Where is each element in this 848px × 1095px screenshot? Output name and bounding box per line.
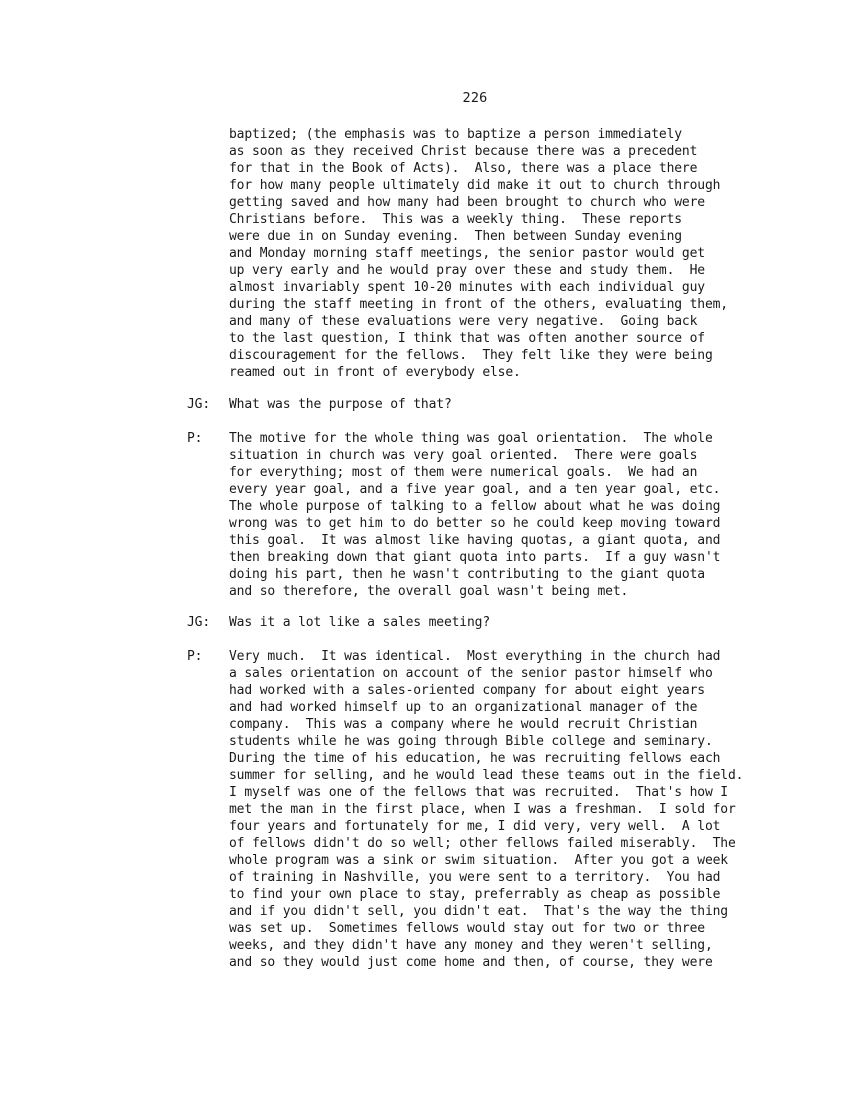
transcript-line: and if you didn't sell, you didn't eat. That's the way the thing	[229, 904, 728, 919]
transcript-line: then breaking down that giant quota into parts. If a guy wasn't	[229, 550, 721, 565]
transcript-line: for everything; most of them were numerical goals. We had an	[229, 465, 698, 480]
transcript-line: What was the purpose of that?	[229, 397, 452, 412]
transcript-line: baptized; (the emphasis was to baptize a person immediately	[229, 127, 682, 142]
transcript-line: for how many people ultimately did make it out to church through	[229, 178, 721, 193]
transcript-line: and so they would just come home and then, of course, they were	[229, 955, 713, 970]
transcript-line: was set up. Sometimes fellows would stay out for two or three	[229, 921, 705, 936]
transcript-line: Christians before. This was a weekly thing. These reports	[229, 212, 682, 227]
transcript-line: of fellows didn't do so well; other fellows failed miserably. The	[229, 836, 736, 851]
transcript-line: to the last question, I think that was often another source of	[229, 331, 705, 346]
transcript-line: getting saved and how many had been brought to church who were	[229, 195, 705, 210]
transcript-line: and Monday morning staff meetings, the senior pastor would get	[229, 246, 705, 261]
transcript-line: Very much. It was identical. Most everything in the church had	[229, 649, 721, 664]
transcript-line: reamed out in front of everybody else.	[229, 365, 521, 380]
transcript-line: as soon as they received Christ because there was a precedent	[229, 144, 698, 159]
transcript-line: company. This was a company where he would recruit Christian	[229, 717, 698, 732]
transcript-line: wrong was to get him to do better so he could keep moving toward	[229, 516, 721, 531]
transcript-line: a sales orientation on account of the senior pastor himself who	[229, 666, 713, 681]
transcript-line: met the man in the first place, when I was a freshman. I sold for	[229, 802, 736, 817]
speaker-label: P:	[187, 431, 203, 446]
speaker-label: JG:	[187, 397, 211, 412]
page-number: 226	[462, 90, 488, 106]
speaker-label: P:	[187, 649, 203, 664]
transcript-line: and so therefore, the overall goal wasn't being met.	[229, 584, 629, 599]
speaker-label: JG:	[187, 615, 211, 630]
transcript-line: almost invariably spent 10-20 minutes with each individual guy	[229, 280, 705, 295]
transcript-line: The motive for the whole thing was goal orientation. The whole	[229, 431, 713, 446]
transcript-line: of training in Nashville, you were sent to a territory. You had	[229, 870, 721, 885]
transcript-line: were due in on Sunday evening. Then between Sunday evening	[229, 229, 682, 244]
transcript-line: During the time of his education, he was recruiting fellows each	[229, 751, 721, 766]
transcript-line: summer for selling, and he would lead these teams out in the field.	[229, 768, 744, 783]
transcript-line: weeks, and they didn't have any money and they weren't selling,	[229, 938, 713, 953]
transcript-line: students while he was going through Bible college and seminary.	[229, 734, 713, 749]
transcript-line: situation in church was very goal oriented. There were goals	[229, 448, 698, 463]
transcript-line: every year goal, and a five year goal, and a ten year goal, etc.	[229, 482, 721, 497]
transcript-line: during the staff meeting in front of the others, evaluating them,	[229, 297, 728, 312]
transcript-line: this goal. It was almost like having quotas, a giant quota, and	[229, 533, 721, 548]
transcript-line: I myself was one of the fellows that was recruited. That's how I	[229, 785, 728, 800]
transcript-line: whole program was a sink or swim situation. After you got a week	[229, 853, 728, 868]
transcript-line: discouragement for the fellows. They felt like they were being	[229, 348, 713, 363]
transcript-line: and had worked himself up to an organizational manager of the	[229, 700, 698, 715]
transcript-line: The whole purpose of talking to a fellow about what he was doing	[229, 499, 721, 514]
transcript-line: and many of these evaluations were very negative. Going back	[229, 314, 698, 329]
transcript-line: to find your own place to stay, preferrably as cheap as possible	[229, 887, 721, 902]
transcript-line: had worked with a sales-oriented company for about eight years	[229, 683, 705, 698]
transcript-line: Was it a lot like a sales meeting?	[229, 615, 491, 630]
transcript-line: four years and fortunately for me, I did very, very well. A lot	[229, 819, 721, 834]
transcript-line: for that in the Book of Acts). Also, there was a place there	[229, 161, 698, 176]
transcript-line: up very early and he would pray over these and study them. He	[229, 263, 705, 278]
transcript-line: doing his part, then he wasn't contributing to the giant quota	[229, 567, 705, 582]
